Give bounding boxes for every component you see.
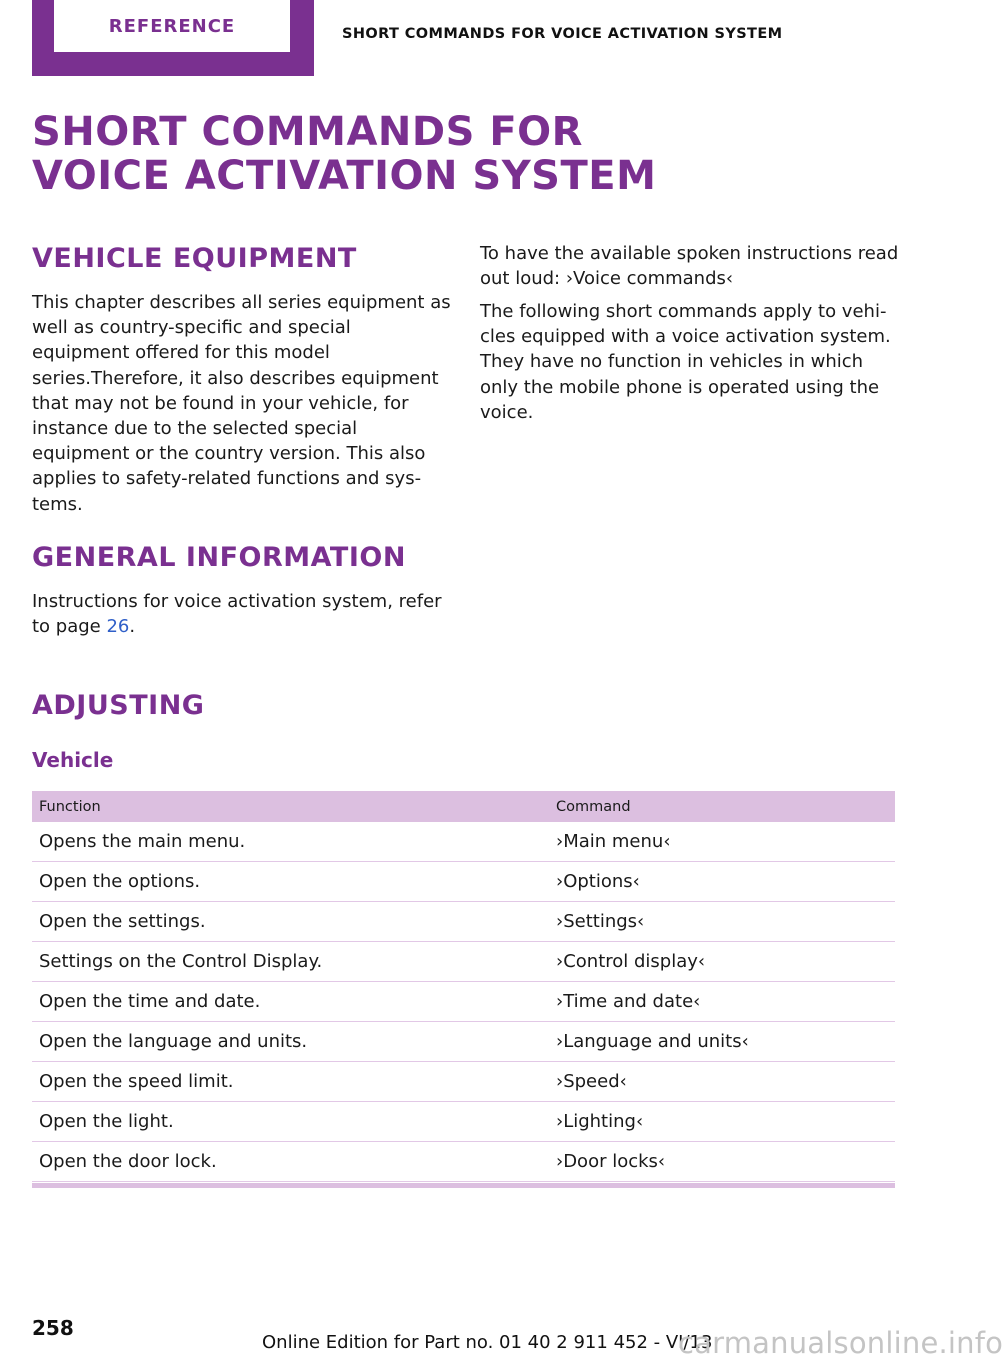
vehicle-equipment-heading: VEHICLE EQUIPMENT: [32, 243, 357, 274]
general-information-heading: GENERAL INFORMATION: [32, 542, 406, 573]
command-table: [32, 791, 895, 1182]
command-cell: ›Door locks‹: [549, 1142, 895, 1182]
command-cell: ›Language and units‹: [549, 1022, 895, 1062]
vehicle-subheading: Vehicle: [32, 748, 114, 772]
table-row: [32, 1022, 895, 1062]
command-cell: ›Control display‹: [549, 942, 895, 982]
section-tab: [32, 0, 314, 76]
function-cell: Open the options.: [32, 862, 549, 902]
edition-footer: Online Edition for Part no. 01 40 2 911 452 - VI/13: [262, 1332, 713, 1353]
function-cell: Settings on the Control Display.: [32, 942, 549, 982]
function-cell: Open the speed limit.: [32, 1062, 549, 1102]
chapter-title: SHORT COMMANDS FOR VOICE ACTIVATION SYSTEM: [32, 109, 657, 199]
column-header-function: Function: [32, 791, 549, 822]
command-cell: ›Options‹: [549, 862, 895, 902]
adjusting-heading: ADJUSTING: [32, 690, 205, 721]
function-cell: Open the settings.: [32, 902, 549, 942]
table-row: [32, 1102, 895, 1142]
page-reference-link[interactable]: 26: [106, 616, 130, 638]
command-cell: ›Settings‹: [549, 902, 895, 942]
command-cell: ›Lighting‹: [549, 1102, 895, 1142]
command-cell: ›Time and date‹: [549, 982, 895, 1022]
table-row: [32, 982, 895, 1022]
general-information-text-start: Instructions for voice activation system, refer to page: [32, 591, 442, 638]
command-cell: ›Speed‹: [549, 1062, 895, 1102]
section-tab-label: REFERENCE: [54, 0, 290, 52]
general-information-text-end: .: [129, 616, 136, 638]
table-bottom-rule: [32, 1183, 895, 1188]
function-cell: Open the light.: [32, 1102, 549, 1142]
function-cell: Open the language and units.: [32, 1022, 549, 1062]
running-header: SHORT COMMANDS FOR VOICE ACTIVATION SYSTEM: [342, 26, 783, 42]
function-cell: Open the time and date.: [32, 982, 549, 1022]
function-cell: Opens the main menu.: [32, 822, 549, 862]
function-cell: Open the door lock.: [32, 1142, 549, 1182]
page-number: 258: [32, 1316, 74, 1340]
column-header-command: Command: [549, 791, 895, 822]
table-header-row: [32, 791, 895, 822]
watermark: carmanualsonline.info: [678, 1326, 1003, 1360]
table-row: [32, 822, 895, 862]
table-row: [32, 1142, 895, 1182]
command-cell: ›Main menu‹: [549, 822, 895, 862]
table-row: [32, 862, 895, 902]
general-information-text: [32, 589, 452, 639]
vehicle-equipment-text: This chapter describes all series equipment as well as country-specific and special equipment offered for this model series.Therefore, it also describes equipment that may not be found in your vehicle, for instance due to the selected special equipment or the country version. This also applies to safety-related functions and sys-tems.: [32, 292, 451, 515]
table-row: [32, 902, 895, 942]
table-row: [32, 942, 895, 982]
voice-commands-text: To have the available spoken instructions read out loud: ›Voice commands‹: [480, 243, 899, 290]
short-commands-note: The following short commands apply to vehi-cles equipped with a voice activation system. They have no function in vehicles in which only the mobile phone is operated using the voice.: [480, 301, 891, 423]
table-row: [32, 1062, 895, 1102]
